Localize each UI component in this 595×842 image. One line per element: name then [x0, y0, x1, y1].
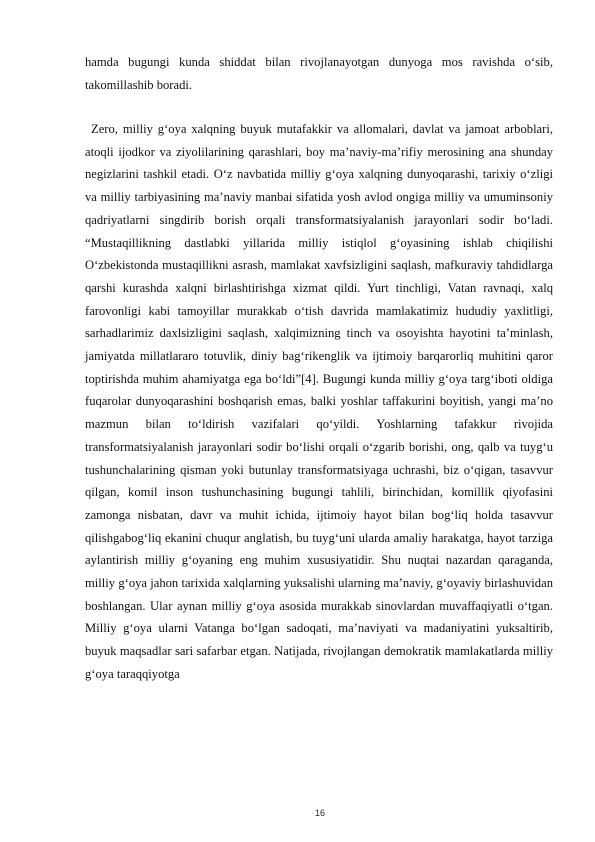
paragraph-main: Zero, milliy g‘oya xalqning buyuk mutafakkir va allomalari, davlat va jamoat arboblari, atoqli ijodkor va ziyolilarining qarashlari, boy ma’naviy-ma’rifiy merosining ana shunday negizlarini tashkil etadi. O‘z navbatida milliy g‘oya xalqning dunyoqarashi, tarixiy o‘zligi va milliy tarbiyasining ma’naviy manbai sifatida yosh avlod ongiga milliy va umuminsoniy qadriyatlarni singdirib borish orqali transformatsiyalanish jarayonlari sodir bo‘ladi. “Mustaqillikning dastlabki yillarida milliy istiqlol g‘oyasining ishlab chiqilishi O‘zbekistonda mustaqillikni asrash, mamlakat xavfsizligini saqlash, mafkuraviy tahdidlarga qarshi kurashda xalqni birlashtirishga xizmat qildi. Yurt tinchligi, Vatan ravnaqi, xalq farovonligi kabi tamoyillar murakkab o‘tish davrida mamlakatimiz hududiy yaxlitligi, sarhadlarimiz daxlsizligini saqlash, xalqimizning tinch va osoyishta hayotini ta’minlash, jamiyatda millatlararo totuvlik, diniy bag‘rikenglik va ijtimoiy barqarorliq muhitini qaror toptirishda muhim ahamiyatga ega bo‘ldi”[4]. Bugungi kunda milliy g‘oya targ‘iboti oldiga fuqarolar dunyoqarashini boshqarish emas, balki yoshlar taffakurini boyitish, yangi ma’no mazmun bilan to‘ldirish vazifalari qo‘yildi. Yoshlarning tafakkur rivojida transformatsiyalanish jarayonlari sodir bo‘lishi orqali o‘zgarib borishi, ong, qalb va tuyg‘u tushunchalarining qisman yoki butunlay transformatsiyaga uchrashi, biz o‘qigan, tasavvur qilgan, komil inson tushunchasining bugungi tahlili, birinchidan, komillik qiyofasini zamonga nisbatan, davr va muhit ichida, ijtimoiy hayot bilan bog‘liq holda tasavvur qilishgabog‘liq ekanini chuqur anglatish, bu tuyg‘uni ularda amaliy harakatga, hayot tarziga aylantirish milliy g‘oyaning eng muhim xususiyatidir. Shu nuqtai nazardan qaraganda, milliy g‘oya jahon tarixida xalqlarning yuksalishi ularning ma’naviy, g‘oyaviy birlashuvidan boshlangan. Ular aynan milliy g‘oya asosida murakkab sinovlardan muvaffaqiyatli o‘tgan. Milliy g‘oya ularni Vatanga bo‘lgan sadoqati, ma’naviyati va madaniyatini yuksaltirib, buyuk maqsadlar sari safarbar etgan. Natijada, rivojlangan demokratik mamlakatlarda milliy g‘oya taraqqiyotga: [85, 122, 553, 681]
page-number: 16: [314, 808, 325, 818]
paragraph-continuation: hamda bugungi kunda shiddat bilan rivojlanayotgan dunyoga mos ravishda o‘sib, takomillashib boradi.: [85, 55, 553, 92]
